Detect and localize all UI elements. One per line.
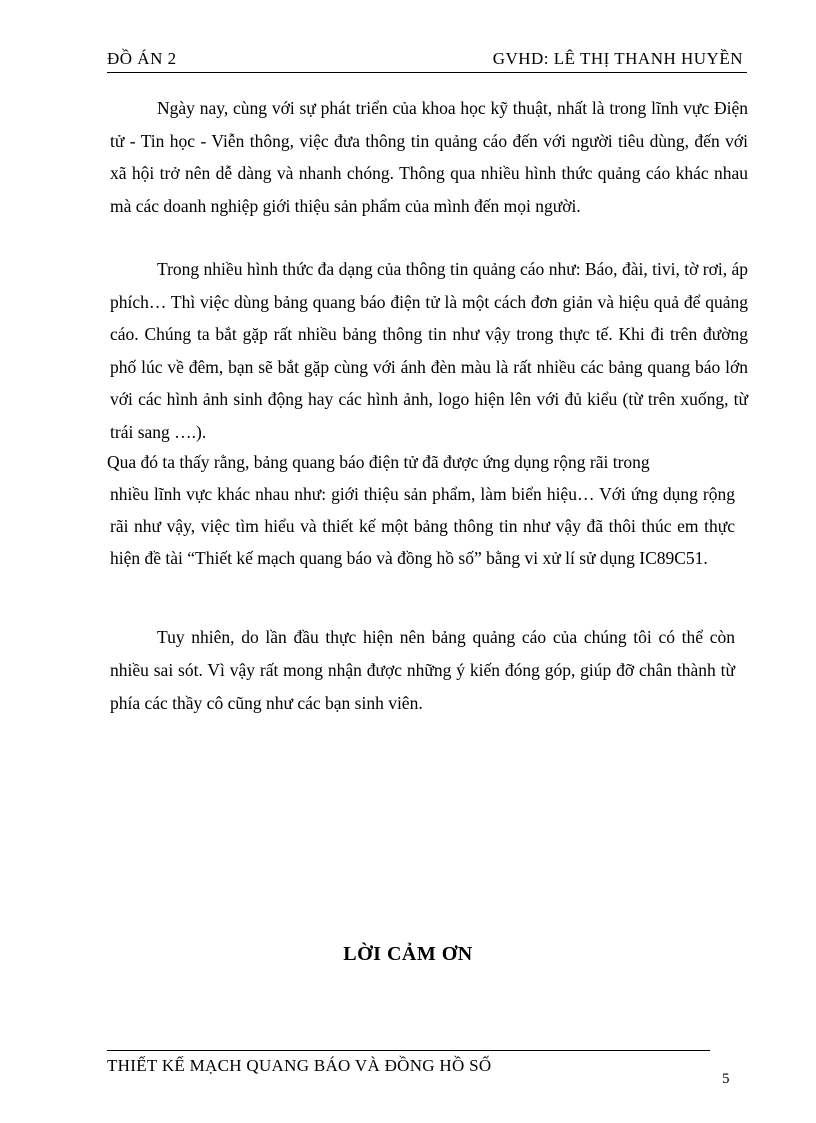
page-header	[107, 46, 747, 73]
paragraph-intro: Ngày nay, cùng với sự phát triển của khoa học kỹ thuật, nhất là trong lĩnh vực Điện tử - Tin học - Viễn thông, việc đưa thông tin quảng cáo đến với người tiêu dùng, đến với xã hội trở nên dễ dàng và nhanh chóng. Thông qua nhiều hình thức quảng cáo khác nhau mà các doanh nghiệp giới thiệu sản phẩm của mình đến mọi người.	[110, 98, 748, 216]
section-heading: LỜI CẢM ƠN	[343, 943, 473, 965]
paragraph-applications-line1: Qua đó ta thấy rằng, bảng quang báo điện tử đã được ứng dụng rộng rãi trong	[107, 452, 650, 472]
header-supervisor: GVHD: LÊ THỊ THANH HUYỀN	[492, 49, 743, 68]
paragraph-applications-rest: nhiều lĩnh vực khác nhau như: giới thiệu sản phẩm, làm biển hiệu… Với ứng dụng rộng rãi như vậy, việc tìm hiểu và thiết kế một bảng thông tin như vậy đã thôi thúc em thực hiện đề tài “Thiết kế mạch quang báo và đồng hồ số” bằng vi xử lí sử dụng IC89C51.	[110, 484, 735, 568]
page-number: 5	[722, 1071, 730, 1087]
footer-title: THIẾT KẾ MẠCH QUANG BÁO VÀ ĐỒNG HỒ SỐ	[107, 1056, 492, 1075]
paragraph-applications	[107, 446, 735, 574]
header-course: ĐỒ ÁN 2	[107, 49, 177, 68]
paragraph-closing: Tuy nhiên, do lần đầu thực hiện nên bảng quảng cáo của chúng tôi có thể còn nhiều sai sót. Vì vậy rất mong nhận được những ý kiến đóng góp, giúp đỡ chân thành từ phía các thầy cô cũng như các bạn sinh viên.	[110, 627, 735, 713]
paragraph-ad-forms: Trong nhiều hình thức đa dạng của thông tin quảng cáo như: Báo, đài, tivi, tờ rơi, áp phích… Thì việc dùng bảng quang báo điện tử là một cách đơn giản và hiệu quả để quảng cáo. Chúng ta bắt gặp rất nhiều bảng thông tin như vậy trong thực tế. Khi đi trên đường phố lúc về đêm, bạn sẽ bắt gặp cùng với ánh đèn màu là rất nhiều các bảng quang báo lớn với các hình ảnh sinh động hay các hình ảnh, logo hiện lên với đủ kiểu (từ trên xuống, từ trái sang ….).	[110, 259, 748, 442]
footer-divider	[107, 1050, 710, 1051]
